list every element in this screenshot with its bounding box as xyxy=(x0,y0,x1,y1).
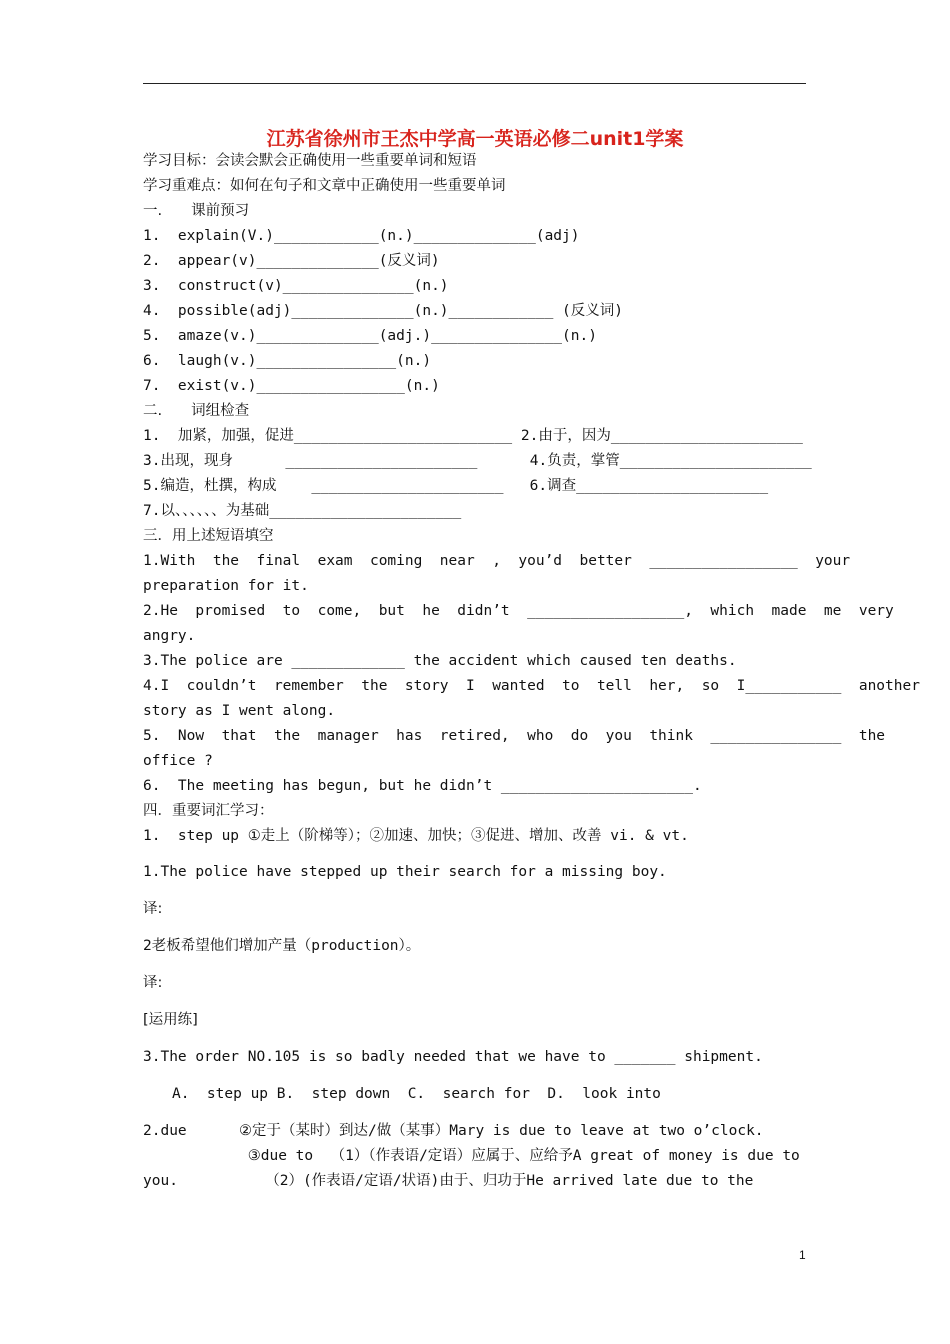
question-1-line2: preparation for it. xyxy=(143,578,309,594)
translate-label-1: 译: xyxy=(143,901,163,917)
question-1-line1: 1.With the final exam coming near , you’d better _________________ your xyxy=(143,553,851,569)
question-2-line1: 2.He promised to come, but he didn’t __________________, which made me very xyxy=(143,603,894,619)
section2-heading: 二. 词组检查 xyxy=(143,403,250,419)
vocab-item: 6. laugh(v.)________________(n.) xyxy=(143,353,432,369)
section3-heading: 三．用上述短语填空 xyxy=(143,528,274,544)
due-definition-3: you. （2）(作表语/定语/状语)由于、归功于He arrived late due to the xyxy=(143,1173,754,1189)
vocab-item: 2. appear(v)______________(反义词) xyxy=(143,253,440,269)
learning-goal: 学习目标：会读会默会正确使用一些重要单词和短语 xyxy=(143,153,477,169)
learning-focus: 学习重难点：如何在句子和文章中正确使用一些重要单词 xyxy=(143,178,506,194)
vocab-item: 3. construct(v)_______________(n.) xyxy=(143,278,449,294)
vocab-item: 5. amaze(v.)______________(adj.)_______________(n.) xyxy=(143,328,597,344)
step-up-definition: 1. step up ①走上（阶梯等）；②加速、加快；③促进、增加、改善 vi. & vt. xyxy=(143,828,689,844)
vocab-item: 7. exist(v.)_________________(n.) xyxy=(143,378,440,394)
due-definition-1: 2.due ②定于（某时）到达/做（某事）Mary is due to leave at two o’clock. xyxy=(143,1123,764,1139)
vocab-item: 4. possible(adj)______________(n.)____________ (反义词) xyxy=(143,303,623,319)
example-1: 1.The police have stepped up their search for a missing boy. xyxy=(143,864,667,880)
question-2-line2: angry. xyxy=(143,628,196,644)
question-6: 6. The meeting has begun, but he didn’t ______________________. xyxy=(143,778,702,794)
question-4-line2: story as I went along. xyxy=(143,703,336,719)
page-title: 江苏省徐州市王杰中学高一英语必修二unit1学案 xyxy=(266,128,684,150)
answer-options: A. step up B. step down C. search for D. look into xyxy=(172,1086,661,1102)
phrase-row: 3.出现，现身 ______________________ 4.负责，掌管______________________ xyxy=(143,453,812,469)
question-5-line1: 5. Now that the manager has retired, who do you think _______________ the xyxy=(143,728,886,744)
due-definition-2: ③due to （1）（作表语/定语）应属于、应给予A great of money is due to xyxy=(143,1148,800,1164)
translate-label-2: 译: xyxy=(143,975,163,991)
section4-heading: 四．重要词汇学习： xyxy=(143,803,274,819)
page-number: 1 xyxy=(799,1248,806,1262)
example-3: 3.The order NO.105 is so badly needed that we have to _______ shipment. xyxy=(143,1049,763,1065)
section1-heading: 一. 课前预习 xyxy=(143,203,250,219)
practice-label: [运用练] xyxy=(143,1012,198,1028)
phrase-row: 7.以、、、、、、为基础______________________ xyxy=(143,503,462,519)
phrase-row: 1. 加紧，加强，促进_________________________ 2.由于，因为______________________ xyxy=(143,428,803,444)
vocab-item: 1. explain(V.)____________(n.)______________(adj) xyxy=(143,228,580,244)
question-3: 3.The police are _____________ the accident which caused ten deaths. xyxy=(143,653,737,669)
question-4-line1: 4.I couldn’t remember the story I wanted to tell her, so I___________ another xyxy=(143,678,920,694)
phrase-row: 5.编造，杜撰，构成 ______________________ 6.调查______________________ xyxy=(143,478,769,494)
header-rule xyxy=(143,83,806,84)
question-5-line2: office ? xyxy=(143,753,213,769)
example-2: 2老板希望他们增加产量（production）。 xyxy=(143,938,421,954)
